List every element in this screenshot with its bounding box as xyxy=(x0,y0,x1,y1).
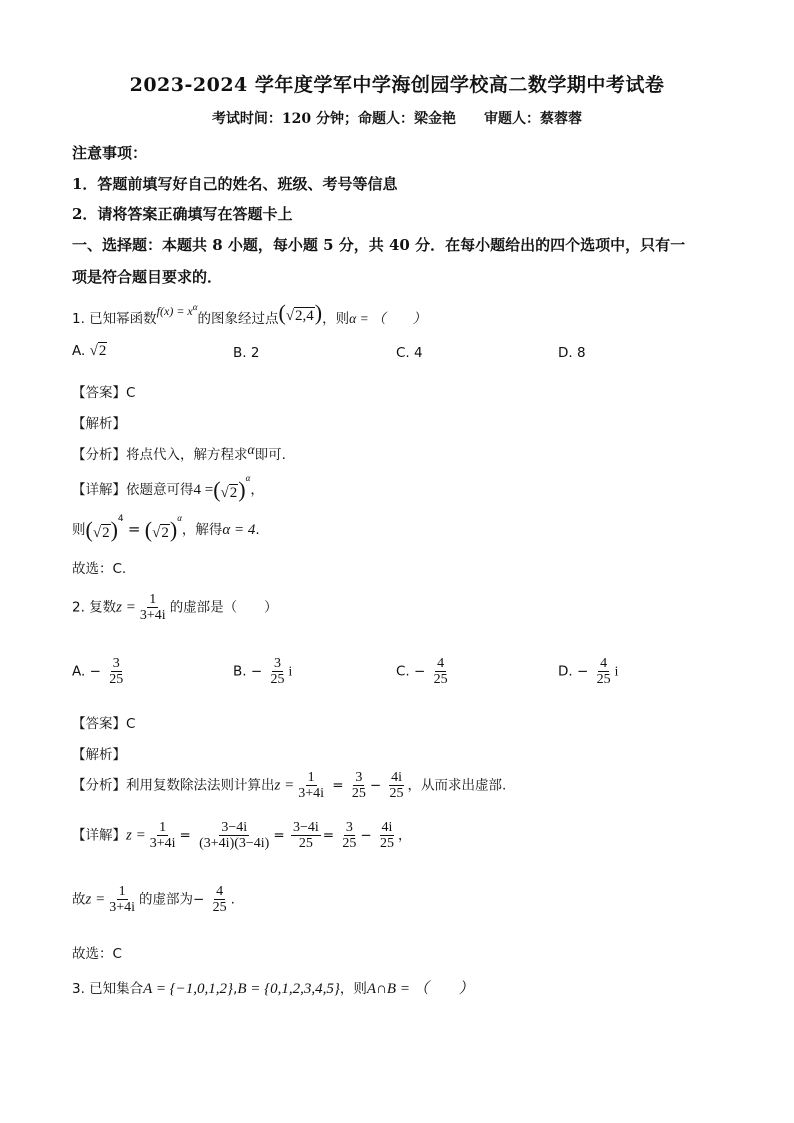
q2-gu: 故z = $\frac{1}{3+4i}$ 的虚部为− $\frac{4}{25}$ . xyxy=(72,884,235,915)
q1-eq2-pre: 则 xyxy=(72,522,86,538)
q2-step3-num: 3−4i xyxy=(292,820,319,835)
sqrt-icon: √ xyxy=(92,525,102,541)
q2-fenxi-end: ，从而求出虚部. xyxy=(407,777,507,794)
notes-item-2: 2．请将答案正确填写在答题卡上 xyxy=(72,205,293,223)
q2-option-c-den: 25 xyxy=(433,672,448,687)
q3-set-b: B = {0,1,2,3,4,5} xyxy=(237,981,340,997)
q1-eq1-end: ， xyxy=(250,482,264,498)
q3-prefix: 3. 已知集合 xyxy=(72,981,144,997)
q2-step-comma: ， xyxy=(397,827,412,844)
q1-eq1-exp: α xyxy=(245,472,251,483)
q2-option-b-num: 3 xyxy=(273,656,281,671)
q1-prefix: 1. 已知幂函数 xyxy=(72,311,157,327)
q2-gu-num: 1 xyxy=(118,884,126,899)
q1-fenxi-text: 【分析】将点代入，解方程求 xyxy=(72,447,248,463)
q2-option-a: A. − $\frac{3}{25}$ xyxy=(72,656,124,687)
q2-fenxi-text: 【分析】利用复数除法法则计算出 xyxy=(72,777,275,794)
q2-option-a-den: 25 xyxy=(109,672,124,687)
notes-heading: 注意事项： xyxy=(72,144,148,162)
q2-den: 3+4i xyxy=(139,608,166,623)
q2-option-d-num: 4 xyxy=(600,656,608,671)
q2-option-a-num: 3 xyxy=(112,656,120,671)
q2-step1-num: 1 xyxy=(159,820,167,835)
q2-step3-den: 25 xyxy=(298,836,313,851)
q2-option-a-label: A. xyxy=(72,663,86,680)
q2-option-c-label: C. xyxy=(396,663,410,680)
q2-num: 1 xyxy=(149,592,157,607)
q2-fenxi-den3: 25 xyxy=(389,786,404,801)
q1-eq2-paren1: (√2) xyxy=(85,517,118,542)
q2-option-c-num: 4 xyxy=(437,656,445,671)
q2-step4-num: 3 xyxy=(345,820,353,835)
q1-fenxi-var: α xyxy=(247,442,255,457)
section-heading-line1: 一、选择题：本题共 8 小题，每小题 5 分，共 40 分．在每小题给出的四个选项中，只有一 xyxy=(72,236,686,254)
q2-step1-den: 3+4i xyxy=(149,836,176,851)
q1-eq2-paren2: (√2) xyxy=(144,517,178,542)
q2-option-b-den: 25 xyxy=(270,672,285,687)
q2-gu-ans-den: 25 xyxy=(212,900,227,915)
q2-xiangjie-label: 【详解】 xyxy=(72,827,126,844)
sqrt-icon: √ xyxy=(152,525,161,541)
sqrt-icon: √ xyxy=(89,343,98,359)
q1-point: (√2,4) xyxy=(278,300,323,325)
q3-ask: A∩B = （ ） xyxy=(366,981,474,997)
section-heading-line2: 项是符合题目要求的． xyxy=(72,268,223,286)
exam-info: 考试时间：120 分钟；命题人：梁金艳 审题人：蔡蓉蓉 xyxy=(211,111,583,127)
q2-option-d-den: 25 xyxy=(596,672,611,687)
q1-ask: α = （ ） xyxy=(349,311,427,326)
q1-eq2-tail: ，解得 xyxy=(181,522,223,538)
q2-tail: 的虚部是（ ） xyxy=(169,599,278,616)
q1-mid: 的图象经过点 xyxy=(197,311,279,327)
q2-xiangjie: 【详解】z = $\frac{1}{3+4i}$ = $\frac{3-4i}{(3+4i)(3-4i)}$ = $\frac{3-4i}{25}$ = $\frac{3}{25}$ − $\frac{4i}{25}$ ， xyxy=(72,820,412,851)
q1-option-a-value: 2 xyxy=(98,343,107,359)
q2-fenxi-den2: 25 xyxy=(351,786,366,801)
q3-set-a: A = {−1,0,1,2} xyxy=(143,981,234,997)
q2-gu-ans-num: 4 xyxy=(216,884,224,899)
q2-fenxi-num2: 3 xyxy=(355,770,363,785)
q1-eq1-paren: (√2) xyxy=(213,477,246,502)
q1-eq1-left: 4 = xyxy=(193,482,214,498)
q3-sep: , xyxy=(233,981,238,997)
q1-xiangjie-label: 【详解】依题意可得 xyxy=(72,482,194,498)
q1-option-b: B. 2 xyxy=(233,345,260,361)
q2-step5-den: 25 xyxy=(379,836,394,851)
sqrt-icon: √ xyxy=(220,485,229,501)
q1-option-a xyxy=(72,343,107,360)
q2-analysis-label: 【解析】 xyxy=(72,747,126,763)
q1-tail: ，则 xyxy=(322,311,350,327)
q1-point-inner: 2,4 xyxy=(295,308,314,324)
q1-eq2-exp2: α xyxy=(177,512,182,523)
q1-answer: 【答案】C xyxy=(72,385,136,401)
q1-fenxi-end: 即可. xyxy=(254,447,286,463)
q2-xiangjie-zeq: z = xyxy=(126,827,146,844)
q2-step2-num: 3−4i xyxy=(221,820,248,835)
q2-gu-text: 故 xyxy=(72,891,86,908)
q1-function xyxy=(157,304,198,318)
q1-function-exponent: α xyxy=(192,302,198,312)
q1-choose: 故选：C. xyxy=(72,561,127,577)
q1-function-text: f(x) = x xyxy=(156,304,193,318)
question-1 xyxy=(72,300,427,332)
q1-eq2-result: α = 4 xyxy=(222,522,256,538)
q2-gu-end: . xyxy=(230,891,235,908)
q2-gu-den: 3+4i xyxy=(109,900,136,915)
q1-option-c: C. 4 xyxy=(396,345,423,361)
q1-fenxi xyxy=(72,443,286,463)
q2-choose: 故选：C xyxy=(72,946,122,962)
q2-prefix: 2. 复数 xyxy=(72,599,117,616)
notes-item-1: 1．答题前填写好自己的姓名、班级、考号等信息 xyxy=(72,175,398,193)
q1-eq2 xyxy=(72,512,260,543)
sqrt-icon: √ xyxy=(285,308,295,324)
q2-fenxi: 【分析】利用复数除法法则计算出z = $\frac{1}{3+4i}$ = $\frac{3}{25}$ − $\frac{4i}{25}$ ，从而求出虚部. xyxy=(72,770,507,801)
q1-option-a-label: A. xyxy=(72,343,86,359)
q1-option-d: D. 8 xyxy=(558,345,586,361)
q1-analysis-label: 【解析】 xyxy=(72,416,126,432)
q2-step4-den: 25 xyxy=(342,836,357,851)
q2-option-c: C. − $\frac{4}{25}$ xyxy=(396,656,448,687)
question-2 xyxy=(72,592,278,623)
q1-xiangjie xyxy=(72,472,264,503)
page-title: 2023-2024 学年度学军中学海创园学校高二数学期中考试卷 xyxy=(129,74,665,96)
q2-step2-den: (3+4i)(3−4i) xyxy=(199,836,270,851)
q2-answer: 【答案】C xyxy=(72,716,136,732)
q1-eq2-exp1: 4 xyxy=(117,513,124,524)
q2-fenxi-zeq: z = xyxy=(274,777,295,794)
q2-option-d: D. − $\frac{4}{25}$ i xyxy=(558,656,619,687)
q2-gu-mid: 的虚部为 xyxy=(139,891,194,908)
q2-option-d-label: D. xyxy=(558,663,573,680)
q2-zeq: z = xyxy=(116,599,136,616)
q2-fraction xyxy=(138,592,168,623)
question-3 xyxy=(72,977,474,998)
q2-option-b-label: B. xyxy=(233,663,247,680)
q1-eq2-end: . xyxy=(255,522,260,538)
q1-eq2-mid: = xyxy=(127,520,141,538)
q2-fenxi-num: 1 xyxy=(307,770,315,785)
q2-fenxi-den: 3+4i xyxy=(298,786,325,801)
q2-gu-zeq: z = xyxy=(85,891,106,908)
q2-option-b: B. − $\frac{3}{25}$ i xyxy=(233,656,293,687)
q3-tail: ，则 xyxy=(339,981,367,997)
